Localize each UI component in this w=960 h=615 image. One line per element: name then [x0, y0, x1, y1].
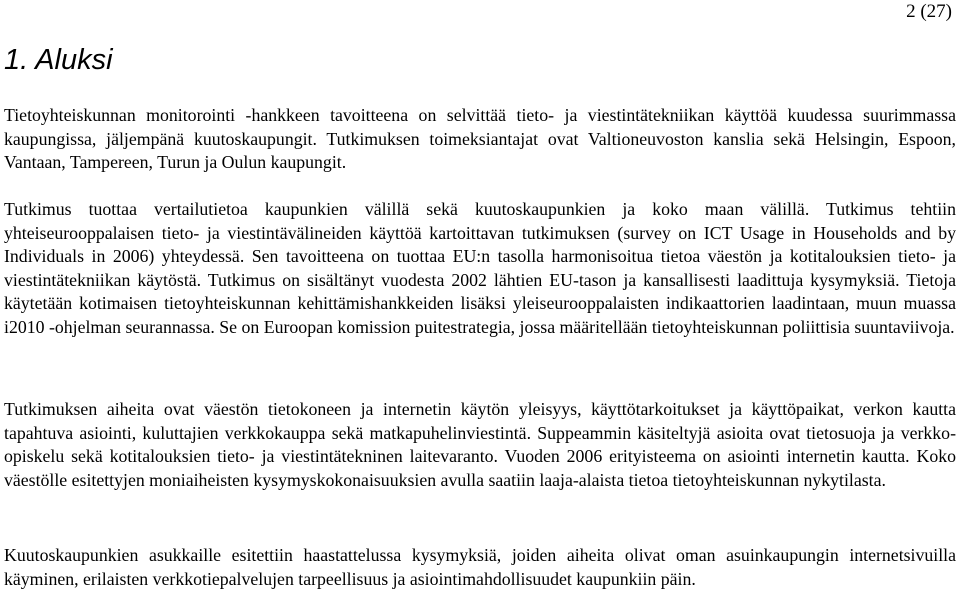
section-heading: 1. Aluksi [4, 44, 113, 76]
paragraph-introduction: Tietoyhteiskunnan monitorointi -hankkeen tavoitteena on selvittää tieto- ja viestintätekniikan käyttöä kuudessa suurimmassa kaupungissa, jäljempänä kuutoskaupungit. Tutkimuksen toimeksiantajat ovat Valtioneuvoston kanslia sekä Helsingin, Espoon, Vantaan, Tampereen, Turun ja Oulun kaupungit. [4, 105, 956, 172]
paragraph-comparison-data: Tutkimus tuottaa vertailutietoa kaupunkien välillä sekä kuutoskaupunkien ja koko maan välillä. Tutkimus tehtiin yhteiseurooppalaisen tieto- ja viestintävälineiden käyttöä kartoittavan tutkimuksen (survey on ICT Usage in Households and by Individuals in 2006) yhteydessä. Sen tavoitteena on tuottaa EU:n tasolla harmonisoitua tietoa väestön ja kotitalouksien tieto- ja viestintätekniikan käytöstä. Tutkimus on sisältänyt vuodesta 2002 lähtien EU-tason ja kansallisesti laadittuja kysymyksiä. Tietoja käytetään kotimaisen tietoyhteiskunnan kehittämishankkeiden lisäksi yleiseurooppalaisten indikaattorien laadintaan, muun muassa i2010 -ohjelman seurannassa. Se on Euroopan komission puitestrategia, jossa määritellään tietoyhteiskunnan poliittisia suuntaviivoja. [4, 199, 956, 337]
paragraph-city-residents: Kuutoskaupunkien asukkaille esitettiin haastattelussa kysymyksiä, joiden aiheita olivat oman asuinkaupungin internetsivuilla käyminen, erilaisten verkkotiepalvelujen tarpeellisuus ja asiointimahdollisuudet kaupunkiin päin. [4, 545, 956, 589]
paragraph-research-topics: Tutkimuksen aiheita ovat väestön tietokoneen ja internetin käytön yleisyys, käyttötarkoitukset ja käyttöpaikat, verkon kautta tapahtuva asiointi, kuluttajien verkkokauppa sekä matkapuhelinviestintä. Suppeammin käsiteltyjä asioita ovat tietosuoja ja verkko-opiskelu sekä kotitalouksien tieto- ja viestintätekninen laitevaranto. Vuoden 2006 erityisteema on asiointi internetin kautta. Koko väestölle esitettyjen moniaiheisten kysymyskokonaisuuksien avulla saatiin laaja-alaista tietoa tietoyhteiskunnan nykytilasta. [4, 399, 956, 490]
page-number: 2 (27) [906, 1, 952, 22]
